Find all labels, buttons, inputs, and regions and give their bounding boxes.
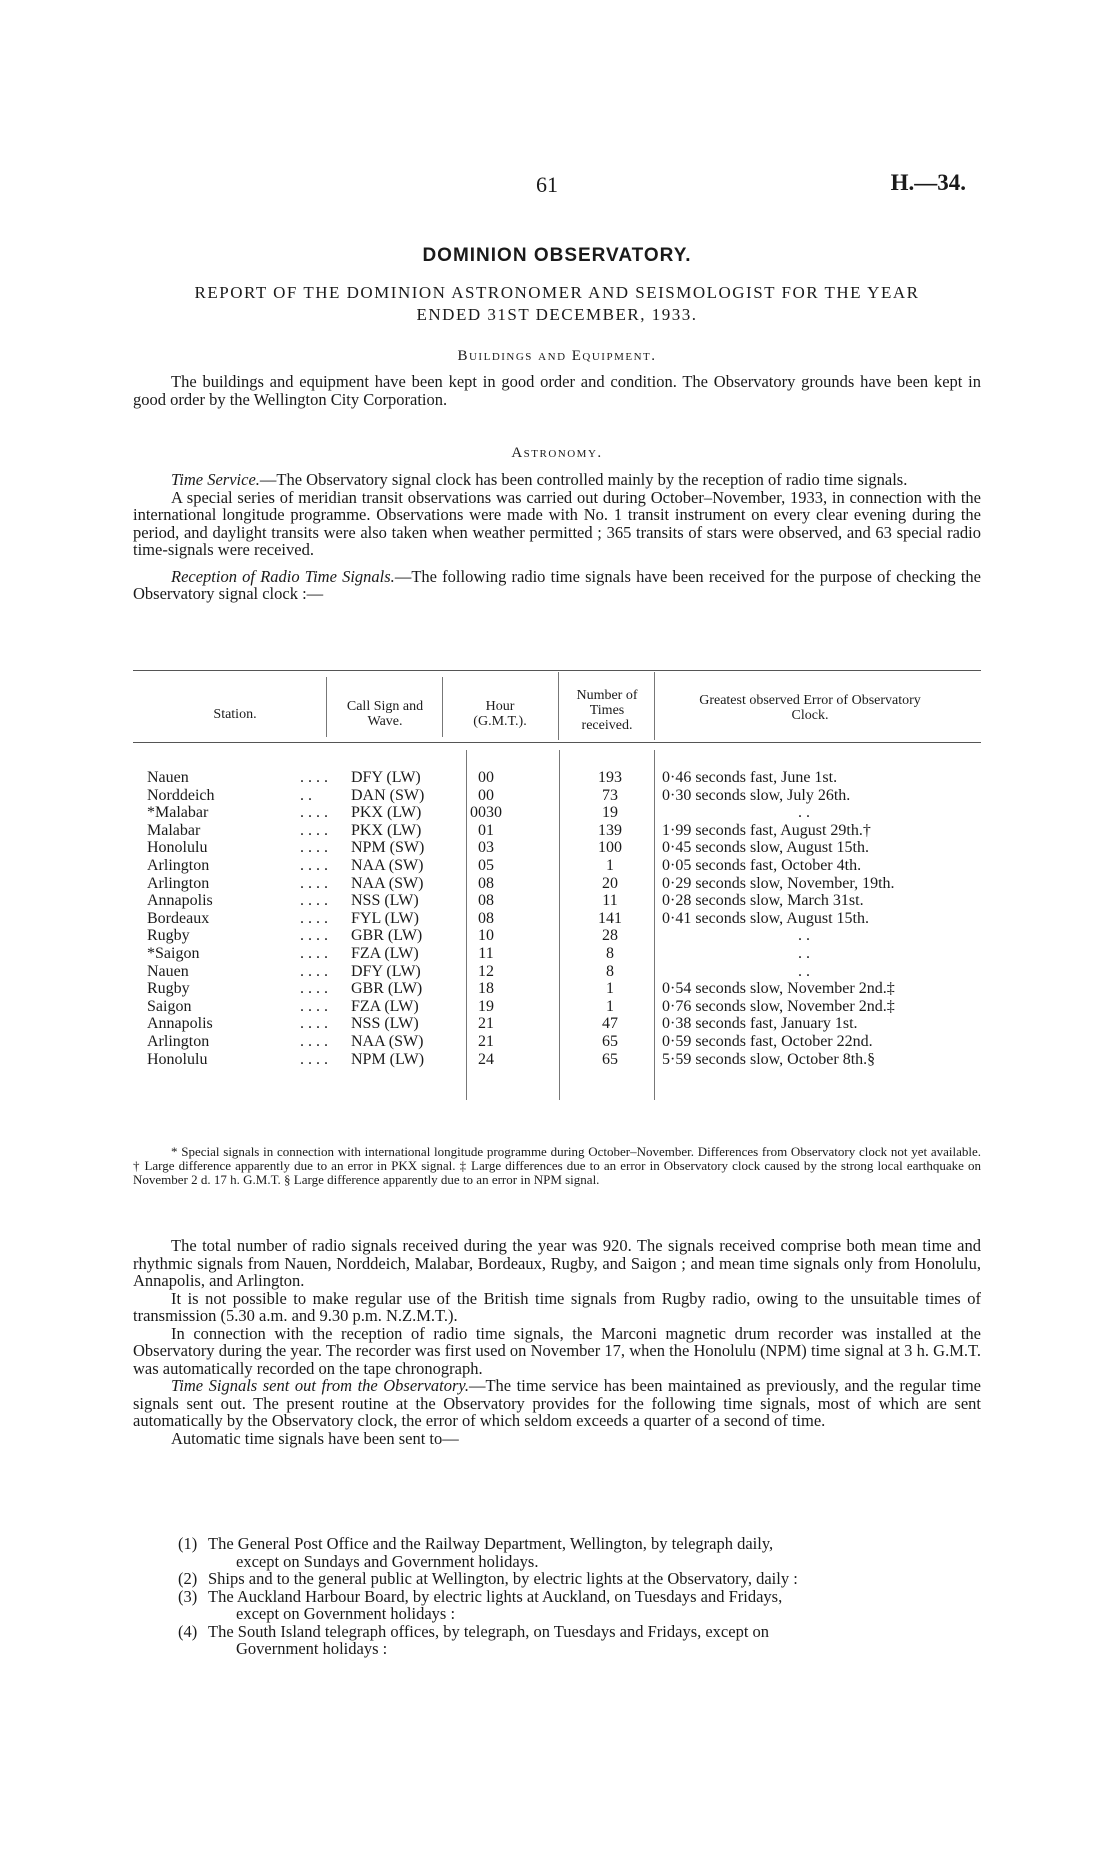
table-row	[0, 822, 1114, 840]
special-series-paragraph: A special series of meridian transit observations was carried out during October–November, 1933, in connection with the international longitude programme. Observations were made with No. 1 transit instrument on every clear evening during the period, and daylight transits were also taken when weather permitted ; 365 transits of stars were observed, and 63 special radio time-signals were received.	[133, 487, 981, 559]
error-cell: 0·45 seconds slow, August 15th.	[662, 839, 869, 857]
leader-dots: . . . .	[300, 1033, 328, 1050]
call-sign-cell: FZA (LW)	[351, 997, 419, 1015]
error-cell: 0·54 seconds slow, November 2nd.‡	[662, 980, 895, 998]
body-paragraph-3: In connection with the reception of radio time signals, the Marconi magnetic drum recorder was installed at the Observatory during the year. The recorder was first used on November 17, when the Honolulu (NPM) time signal at 3 h. G.M.T. was automatically recorded on the tape chronograph.	[133, 1323, 981, 1378]
reception-text: —The following radio time signals have been received for the purpose of checking the Observatory signal clock :—	[133, 566, 981, 603]
call-sign-cell: NAA (SW)	[351, 874, 424, 892]
document-reference: H.—34.	[890, 170, 966, 195]
table-divider	[326, 677, 327, 737]
header-station: Station.	[213, 707, 257, 722]
time-signals-label: Time Signals sent out from the Observatory.	[171, 1376, 469, 1395]
subtitle-line-2: ENDED 31ST DECEMBER, 1933.	[416, 305, 698, 324]
leader-dots: . .	[300, 786, 312, 804]
body-paragraph-1: The total number of radio signals received during the year was 920. The signals received comprise both mean time and rhythmic signals from Nauen, Norddeich, Malabar, Bordeaux, Rugby, and Saigon ; and mean time signals only from Honolulu, Annapolis, and Arlington.	[133, 1236, 981, 1290]
number-received-cell: 100	[598, 839, 622, 857]
station-cell: Saigon	[147, 997, 192, 1015]
leader-dots: . . . .	[300, 909, 328, 927]
error-cell: 5·59 seconds slow, October 8th.§	[662, 1050, 876, 1068]
station-cell: *Saigon	[147, 945, 200, 962]
error-cell: 0·38 seconds fast, January 1st.	[662, 1015, 858, 1033]
station-cell: Nauen	[147, 769, 189, 786]
hour-cell: 05	[478, 857, 494, 874]
hour-cell: 10	[478, 927, 494, 945]
leader-dots: . . . .	[300, 1050, 328, 1068]
list-item	[133, 1570, 981, 1588]
table-row	[0, 1015, 1114, 1033]
leader-dots: . . . .	[300, 804, 328, 822]
number-received-cell: 65	[602, 1050, 618, 1068]
list-item-text: The General Post Office and the Railway Department, Wellington, by telegraph daily,	[208, 1534, 774, 1553]
number-received-cell: 8	[606, 962, 614, 980]
number-received-cell: 28	[602, 927, 618, 945]
table-row	[0, 839, 1114, 857]
error-cell: 1·99 seconds fast, August 29th.†	[662, 821, 871, 839]
hour-cell: 01	[478, 821, 494, 839]
header-hour-line-1: Hour	[485, 699, 515, 714]
hour-cell: 21	[478, 1033, 494, 1050]
station-cell: Arlington	[147, 874, 210, 892]
table-row	[0, 927, 1114, 945]
call-sign-cell: PKX (LW)	[351, 804, 422, 822]
leader-dots: . . . .	[300, 821, 328, 839]
leader-dots: . . . .	[300, 962, 328, 980]
hour-cell: 03	[478, 839, 494, 857]
list-item-continuation: Government holidays :	[236, 1639, 388, 1658]
error-cell: 0·28 seconds slow, March 31st.	[662, 892, 864, 910]
number-received-cell: 73	[602, 786, 618, 804]
hour-cell: 19	[478, 997, 494, 1015]
error-cell: 0·76 seconds slow, November 2nd.‡	[662, 997, 895, 1015]
header-hour-line-2: (G.M.T.).	[473, 714, 527, 729]
station-cell: Norddeich	[147, 786, 215, 804]
station-cell: Arlington	[147, 857, 210, 874]
hour-cell: 12	[478, 962, 494, 980]
time-signals-text: —The time service has been maintained as previously, and the regular time signals sent out. The present routine at the Observatory provides for the following time signals, most of which are sent automatically by the Observatory clock, the error of which seldom exceeds a quarter of a second of time.	[133, 1376, 981, 1430]
hour-cell: 08	[478, 892, 494, 910]
header-call-sign	[330, 699, 440, 729]
table-row	[0, 945, 1114, 963]
station-cell: Annapolis	[147, 892, 213, 910]
body-text	[133, 1237, 981, 1447]
footnote-text: * Special signals in connection with international longitude programme during October–November. Differences from Observatory clock not yet available. † Large difference apparently due to an error in PKX signal. ‡ Large differences due to an error in Observatory clock caused by the strong local earthquake on November 2 d. 17 h. G.M.T. § Large difference apparently due to an error in NPM signal.	[133, 1144, 981, 1187]
number-received-cell: 1	[606, 997, 614, 1015]
number-received-cell: 1	[606, 980, 614, 998]
error-cell: . .	[798, 927, 810, 945]
call-sign-cell: PKX (LW)	[351, 821, 422, 839]
station-cell: Arlington	[147, 1033, 210, 1050]
leader-dots: . . . .	[300, 997, 328, 1015]
table-divider	[654, 672, 655, 740]
list-item-text: Ships and to the general public at Wellington, by electric lights at the Observatory, daily :	[208, 1569, 798, 1588]
header-number-line-3: received.	[581, 718, 633, 733]
number-received-cell: 193	[598, 769, 622, 786]
leader-dots: . . . .	[300, 945, 328, 962]
table-divider	[442, 677, 443, 737]
list-item	[133, 1623, 981, 1658]
number-received-cell: 141	[598, 909, 622, 927]
automatic-signals-list	[133, 1535, 981, 1658]
error-cell: . .	[798, 945, 810, 962]
header-number-received	[560, 688, 654, 733]
time-service-text: —The Observatory signal clock has been controlled mainly by the reception of radio time signals.	[259, 470, 908, 489]
body-paragraph-2: It is not possible to make regular use of the British time signals from Rugby radio, owing to the unsuitable times of transmission (5.30 a.m. and 9.30 p.m. N.Z.M.T.).	[133, 1288, 981, 1325]
list-item-number: (3)	[178, 1586, 198, 1606]
hour-cell: 08	[478, 909, 494, 927]
error-cell: 0·29 seconds slow, November, 19th.	[662, 874, 895, 892]
header-error-line-1: Greatest observed Error of Observatory	[699, 693, 921, 708]
buildings-paragraph	[133, 373, 981, 408]
time-service-label: Time Service.	[171, 470, 260, 489]
buildings-text: The buildings and equipment have been kept in good order and condition. The Observatory grounds have been kept in good order by the Wellington City Corporation.	[133, 372, 981, 409]
body-paragraph-4	[133, 1377, 981, 1430]
table-row	[0, 910, 1114, 928]
report-title: DOMINION OBSERVATORY.	[422, 245, 692, 266]
call-sign-cell: GBR (LW)	[351, 980, 423, 998]
reception-label: Reception of Radio Time Signals.	[171, 566, 395, 586]
hour-cell: 11	[478, 945, 494, 962]
table-row	[0, 1033, 1114, 1051]
call-sign-cell: NSS (LW)	[351, 892, 419, 910]
table-row	[0, 875, 1114, 893]
call-sign-cell: DAN (SW)	[351, 786, 425, 804]
call-sign-cell: NPM (SW)	[351, 839, 425, 857]
header-greatest-error	[660, 693, 960, 723]
station-cell: Rugby	[147, 980, 190, 998]
number-received-cell: 47	[602, 1015, 618, 1033]
table-row	[0, 980, 1114, 998]
number-received-cell: 11	[602, 892, 618, 910]
list-item	[133, 1588, 981, 1623]
number-received-cell: 8	[606, 945, 614, 962]
station-cell: Nauen	[147, 962, 189, 980]
hour-cell: 00	[478, 769, 494, 786]
header-number-line-2: Times	[589, 703, 625, 718]
leader-dots: . . . .	[300, 1015, 328, 1033]
number-received-cell: 1	[606, 857, 614, 874]
station-cell: *Malabar	[147, 804, 209, 822]
hour-cell: 08	[478, 874, 494, 892]
list-item-number: (2)	[178, 1569, 198, 1588]
hour-cell: 21	[478, 1015, 494, 1033]
error-cell: 0·59 seconds fast, October 22nd.	[662, 1033, 873, 1050]
number-received-cell: 19	[602, 804, 618, 822]
call-sign-cell: FYL (LW)	[351, 909, 419, 927]
leader-dots: . . . .	[300, 874, 328, 892]
hour-cell: 0030	[470, 804, 502, 822]
reception-paragraph	[133, 568, 981, 603]
header-number-line-1: Number of	[576, 688, 638, 703]
header-hour	[446, 699, 554, 729]
section-heading-buildings: Buildings and Equipment.	[457, 348, 657, 364]
number-received-cell: 20	[602, 874, 618, 892]
call-sign-cell: NAA (SW)	[351, 1033, 424, 1050]
call-sign-cell: DFY (LW)	[351, 962, 421, 980]
section-heading-astronomy: Astronomy.	[511, 445, 603, 461]
call-sign-cell: FZA (LW)	[351, 945, 419, 962]
table-divider	[558, 672, 559, 740]
leader-dots: . . . .	[300, 927, 328, 945]
hour-cell: 24	[478, 1050, 494, 1068]
station-cell: Honolulu	[147, 839, 208, 857]
leader-dots: . . . .	[300, 769, 328, 786]
table-row	[0, 804, 1114, 822]
list-item-continuation: except on Sundays and Government holidays.	[236, 1551, 539, 1571]
hour-cell: 00	[478, 786, 494, 804]
leader-dots: . . . .	[300, 892, 328, 910]
call-sign-cell: NPM (LW)	[351, 1050, 425, 1068]
table-row	[0, 769, 1114, 787]
table-row	[0, 998, 1114, 1016]
list-item-number: (4)	[178, 1621, 198, 1641]
station-cell: Bordeaux	[147, 909, 210, 927]
station-cell: Malabar	[147, 821, 201, 839]
list-item-text: The Auckland Harbour Board, by electric lights at Auckland, on Tuesdays and Fridays,	[208, 1586, 783, 1606]
table-row	[0, 1051, 1114, 1069]
leader-dots: . . . .	[300, 839, 328, 857]
header-call-sign-line-2: Wave.	[367, 714, 403, 729]
call-sign-cell: NAA (SW)	[351, 857, 424, 874]
call-sign-cell: GBR (LW)	[351, 927, 423, 945]
number-received-cell: 139	[598, 821, 622, 839]
list-item	[133, 1535, 981, 1570]
error-cell: . .	[798, 804, 810, 822]
table-footnotes	[133, 1145, 981, 1187]
error-cell: 0·30 seconds slow, July 26th.	[662, 786, 851, 804]
table-row	[0, 857, 1114, 875]
table-top-rule	[133, 670, 981, 671]
header-call-sign-line-1: Call Sign and	[346, 699, 424, 714]
header-error-line-2: Clock.	[791, 708, 829, 723]
table-header-rule	[133, 742, 981, 743]
astronomy-text	[133, 471, 981, 603]
error-cell: 0·46 seconds fast, June 1st.	[662, 769, 838, 786]
table-row	[0, 963, 1114, 981]
list-item-continuation: except on Government holidays :	[236, 1604, 456, 1623]
error-cell: . .	[798, 962, 810, 980]
number-received-cell: 65	[602, 1033, 618, 1050]
list-item-number: (1)	[178, 1534, 198, 1553]
report-subtitle	[133, 282, 981, 326]
station-cell: Honolulu	[147, 1050, 208, 1068]
table-row	[0, 787, 1114, 805]
list-item-text: The South Island telegraph offices, by telegraph, on Tuesdays and Fridays, except on	[208, 1621, 770, 1641]
leader-dots: . . . .	[300, 857, 328, 874]
call-sign-cell: DFY (LW)	[351, 769, 421, 786]
time-service-paragraph	[133, 471, 981, 489]
station-cell: Rugby	[147, 927, 190, 945]
subtitle-line-1: REPORT OF THE DOMINION ASTRONOMER AND SEISMOLOGIST FOR THE YEAR	[194, 283, 920, 302]
error-cell: 0·41 seconds slow, August 15th.	[662, 909, 869, 927]
leader-dots: . . . .	[300, 980, 328, 998]
station-cell: Annapolis	[147, 1015, 213, 1033]
table-row	[0, 892, 1114, 910]
body-paragraph-5: Automatic time signals have been sent to—	[171, 1428, 459, 1448]
page-number: 61	[536, 172, 558, 197]
error-cell: 0·05 seconds fast, October 4th.	[662, 857, 862, 874]
hour-cell: 18	[478, 980, 494, 998]
call-sign-cell: NSS (LW)	[351, 1015, 419, 1033]
